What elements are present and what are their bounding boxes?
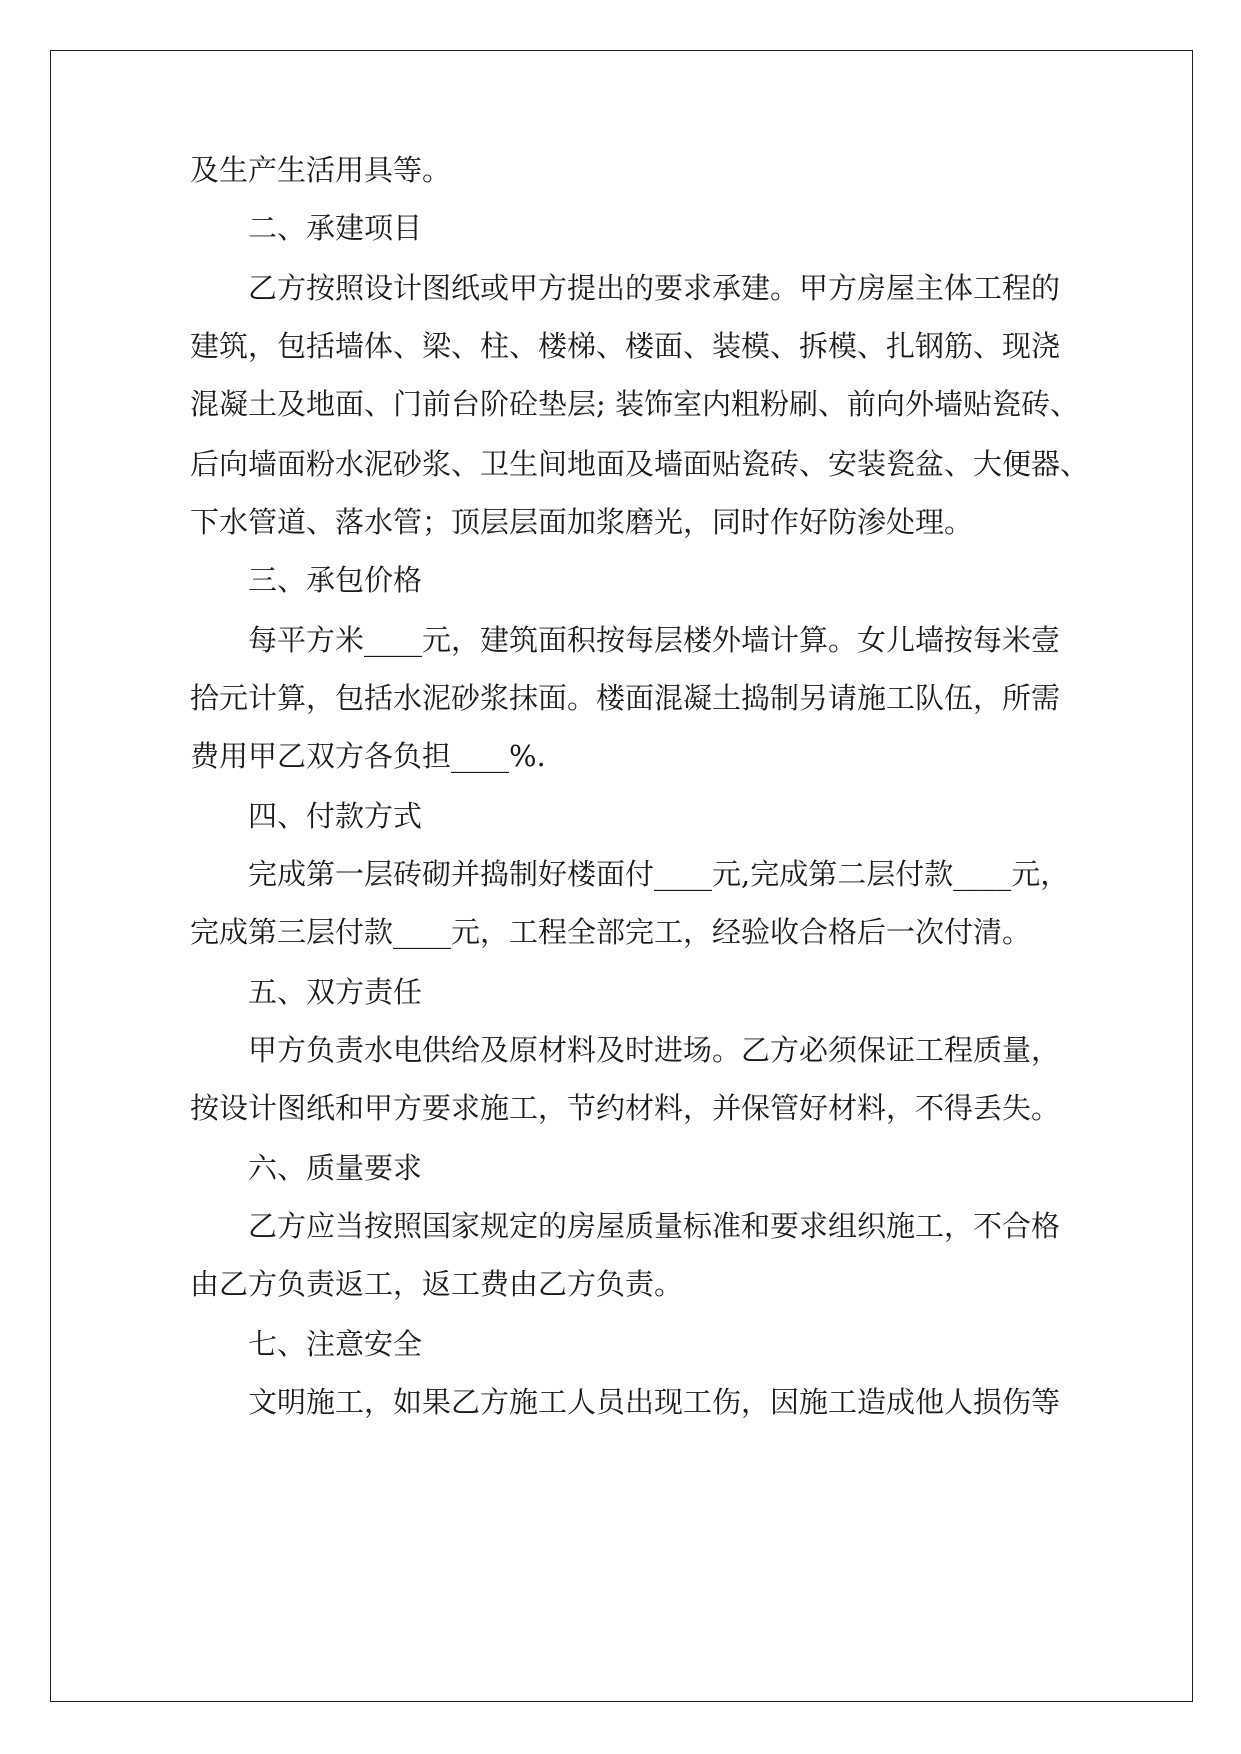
paragraph-line: 按设计图纸和甲方要求施工，节约材料，并保管好材料，不得丢失。 bbox=[190, 1091, 1061, 1125]
section-heading: 二、承建项目 bbox=[248, 211, 423, 245]
paragraph-line: 完成第一层砖砌并捣制好楼面付____元,完成第二层付款____元， bbox=[248, 857, 1070, 891]
section-heading: 五、双方责任 bbox=[248, 975, 423, 1009]
paragraph-line: 甲方负责水电供给及原材料及时进场。乙方必须保证工程质量， bbox=[248, 1033, 1061, 1067]
paragraph-line: 每平方米____元，建筑面积按每层楼外墙计算。女儿墙按每米壹 bbox=[248, 623, 1061, 657]
paragraph-line: 费用甲乙双方各负担____%. bbox=[190, 739, 546, 773]
paragraph-line: 拾元计算，包括水泥砂浆抹面。楼面混凝土捣制另请施工队伍，所需 bbox=[190, 681, 1061, 715]
section-heading: 三、承包价格 bbox=[248, 563, 423, 597]
paragraph-line: 完成第三层付款____元，工程全部完工，经验收合格后一次付清。 bbox=[190, 915, 1032, 949]
paragraph-line: 由乙方负责返工，返工费由乙方负责。 bbox=[190, 1267, 684, 1301]
paragraph-line: 后向墙面粉水泥砂浆、卫生间地面及墙面贴瓷砖、安装瓷盆、大便器、 bbox=[190, 447, 1090, 481]
section-heading: 四、付款方式 bbox=[248, 799, 423, 833]
section-heading: 七、注意安全 bbox=[248, 1327, 423, 1361]
section-heading: 六、质量要求 bbox=[248, 1151, 423, 1185]
paragraph-line: 下水管道、落水管；顶层层面加浆磨光，同时作好防渗处理。 bbox=[190, 505, 974, 539]
paragraph-line: 混凝土及地面、门前台阶砼垫层; 装饰室内粗粉刷、前向外墙贴瓷砖、 bbox=[190, 387, 1079, 421]
paragraph-line: 建筑，包括墙体、梁、柱、楼梯、楼面、装模、拆模、扎钢筋、现浇 bbox=[190, 329, 1061, 363]
paragraph-line: 及生产生活用具等。 bbox=[190, 153, 452, 187]
paragraph-line: 文明施工，如果乙方施工人员出现工伤，因施工造成他人损伤等 bbox=[248, 1385, 1061, 1419]
paragraph-line: 乙方按照设计图纸或甲方提出的要求承建。甲方房屋主体工程的 bbox=[248, 271, 1061, 305]
paragraph-line: 乙方应当按照国家规定的房屋质量标准和要求组织施工，不合格 bbox=[248, 1209, 1061, 1243]
